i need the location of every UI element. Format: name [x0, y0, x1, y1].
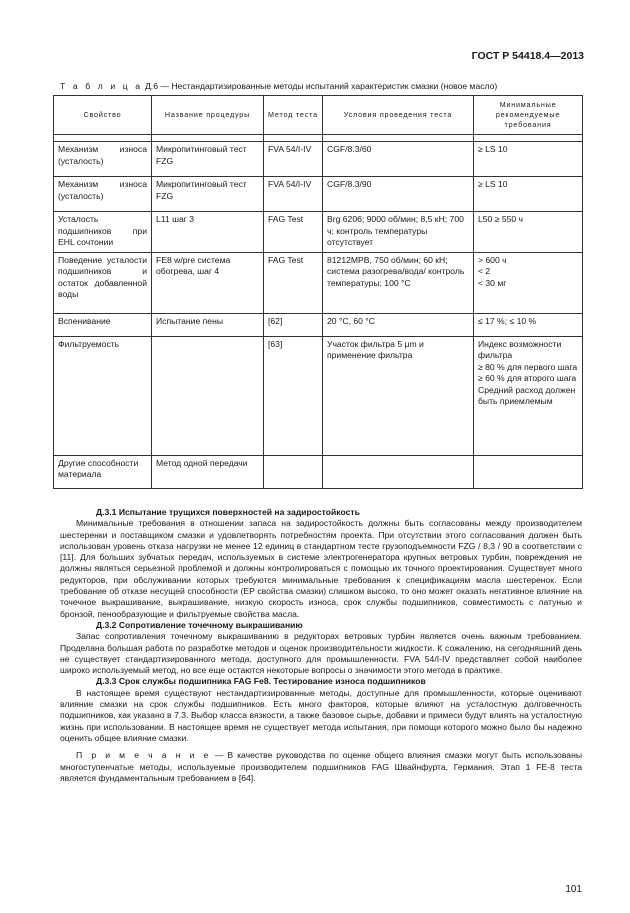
table-cell: Вспенивание	[54, 313, 152, 336]
table-cell: Поведение усталости подшипников и остаток добавленной воды	[54, 252, 152, 313]
table-cell: L11 шаг 3	[152, 212, 264, 253]
table-body	[54, 142, 583, 489]
table-cell: Испытание пены	[152, 313, 264, 336]
section-heading: Д.3.2 Сопротивление точечному выкрашиванию	[96, 619, 303, 630]
body-text	[60, 507, 582, 784]
table-cell: CGF/8.3/90	[323, 177, 474, 212]
table-header-row	[54, 96, 583, 135]
table-cell: [62]	[264, 313, 323, 336]
table-cell: FAG Test	[264, 212, 323, 253]
table-cell: FAG Test	[264, 252, 323, 313]
table-cell: 20 °С, 60 °С	[323, 313, 474, 336]
test-methods-table	[53, 95, 583, 489]
table-cell	[264, 455, 323, 488]
table-cell: ≥ LS 10	[474, 142, 583, 177]
section-heading: Д.3.1 Испытание трущихся поверхностей на задиростойкость	[96, 507, 360, 517]
paragraph: Минимальные требования в отношении запаса на задиростойкость должны быть согласованы между производителем шестеренки и поставщиком смазки и удовлетворять потребностям проекта. При отсутствии этого согласования должен быть использован уровень отказа нагрузки не менее 12 единиц в стандартном тесте грузоподъемности FZG / 8,3 / 90 в соответствии с [11]. Для больших зубчатых передач, используемых в системе электрогенератора крупных ветровых турбин, повреждения не должны являться серьезной проблемой и должны контролироваться с помощью их точного проектирования. Существует много редукторов, при обслуживании которых требуются минимальные требования к спецификациям масла шестеренок. Если требование об отказе несущей способности (EP свойства смазки) слишком высоко, то оно может оказать негативное влияние на точечное выкрашивание, выкрашивание, низкую скорость износа, срок службы подшипников, совместимость с латунью и бронзой, пенообразующие и фильтруемые свойства масла.	[60, 518, 582, 619]
table-row	[54, 455, 583, 488]
table-cell: Метод одной передачи	[152, 455, 264, 488]
table-cell: 81212MPB, 750 об/мин; 60 кН; система разогрева/вода/ контроль температуры; 100 °С	[323, 252, 474, 313]
table-row	[54, 142, 583, 177]
note-text: — В качестве руководства по оценке общего влияния смазки могут быть использованы многоступенчатые методы, используемые производителем подшипников FAG Швайнфурта, Германия. Этап 1 FE-8 теста является фундаментальным требованием в [64].	[60, 750, 582, 783]
column-header: Название процедуры	[152, 96, 264, 135]
column-header: Минимальные рекомендуемые требования	[474, 96, 583, 135]
table-row	[54, 336, 583, 455]
table-cell: ≥ LS 10	[474, 177, 583, 212]
table-cell: CGF/8.3/60	[323, 142, 474, 177]
table-cell: FVA 54/I-IV	[264, 177, 323, 212]
caption-text: Д.6 — Нестандартизированные методы испытаний характеристик смазки (новое масло)	[144, 81, 498, 91]
table-row	[54, 212, 583, 253]
table-cell: > 600 ч < 2 < 30 мг	[474, 252, 583, 313]
table-cell: Усталость подшипников при EHL сочтонии	[54, 212, 152, 253]
table-cell: Фильтруемость	[54, 336, 152, 455]
table-cell: Участок фильтра 5 μm и применение фильтра	[323, 336, 474, 455]
table-cell: Микропитинговый тест FZG	[152, 142, 264, 177]
table-cell: Микропитинговый тест FZG	[152, 177, 264, 212]
section-heading: Д.3.3 Срок службы подшипника FAG Fe8. Тестирование износа подшипников	[96, 676, 426, 687]
table-cell	[323, 455, 474, 488]
page-number: 101	[565, 884, 582, 895]
table-cell: Индекс возможности фильтра ≥ 80 % для первого шага ≥ 60 % для второго шага Средний расход должен быть приемлемым	[474, 336, 583, 455]
note-label: П р и м е ч а н и е	[76, 750, 211, 761]
table-cell: Другие способности материала	[54, 455, 152, 488]
table-cell	[474, 455, 583, 488]
table-cell: Механизм износа (усталость)	[54, 177, 152, 212]
table-cell: FE8 w/pre система обогрева, шаг 4	[152, 252, 264, 313]
table-cell: FVA 54/I-IV	[264, 142, 323, 177]
paragraph: Запас сопротивления точечному выкрашиванию в редукторах ветровых турбин является очень важным требованием. Проделана большая работа по разработке методов и оценок производительности жидкости. К сожалению, на сегодняшний день не существует стандартизированного метода, доступного для промышленности. FVA 54/I-IV представляет собой наиболее широко используемый метод, но все еще остаются некоторые вопросы о значимости этого метода в практике.	[60, 631, 582, 676]
column-header: Свойство	[54, 96, 152, 135]
table-row	[54, 252, 583, 313]
table-caption	[60, 81, 497, 91]
column-header: Метод теста	[264, 96, 323, 135]
document-code: ГОСТ Р 54418.4—2013	[471, 50, 584, 62]
note	[60, 750, 582, 784]
table-header-gap	[54, 135, 583, 142]
table-row	[54, 313, 583, 336]
table-cell: Brg 6206; 9000 об/мин; 8,5 кН; 700 ч; контроль температуры отсутствует	[323, 212, 474, 253]
paragraph: В настоящее время существуют нестандартизированные методы, доступные для промышленности, которые оценивают влияние смазки на срок службы подшипников. Есть много факторов, которые влияют на усталостную долговечность подшипников, как указано в 7.3. Выбор класса вязкости, а также базовое сырье, добавки и примеси будут влиять на усталостную жизнь при использовании. В настоящее время не существует метода испытания, при помощи которого можно было бы надежно оценить общее влияние смазки.	[60, 687, 582, 743]
caption-prefix: Т а б л и ц а	[60, 81, 143, 91]
table-cell: L50 ≥ 550 ч	[474, 212, 583, 253]
table-cell: Механизм износа (усталость)	[54, 142, 152, 177]
table-cell	[152, 336, 264, 455]
table-row	[54, 177, 583, 212]
table-cell: ≤ 17 %; ≤ 10 %	[474, 313, 583, 336]
table-cell: [63]	[264, 336, 323, 455]
column-header: Условия проведения теста	[323, 96, 474, 135]
